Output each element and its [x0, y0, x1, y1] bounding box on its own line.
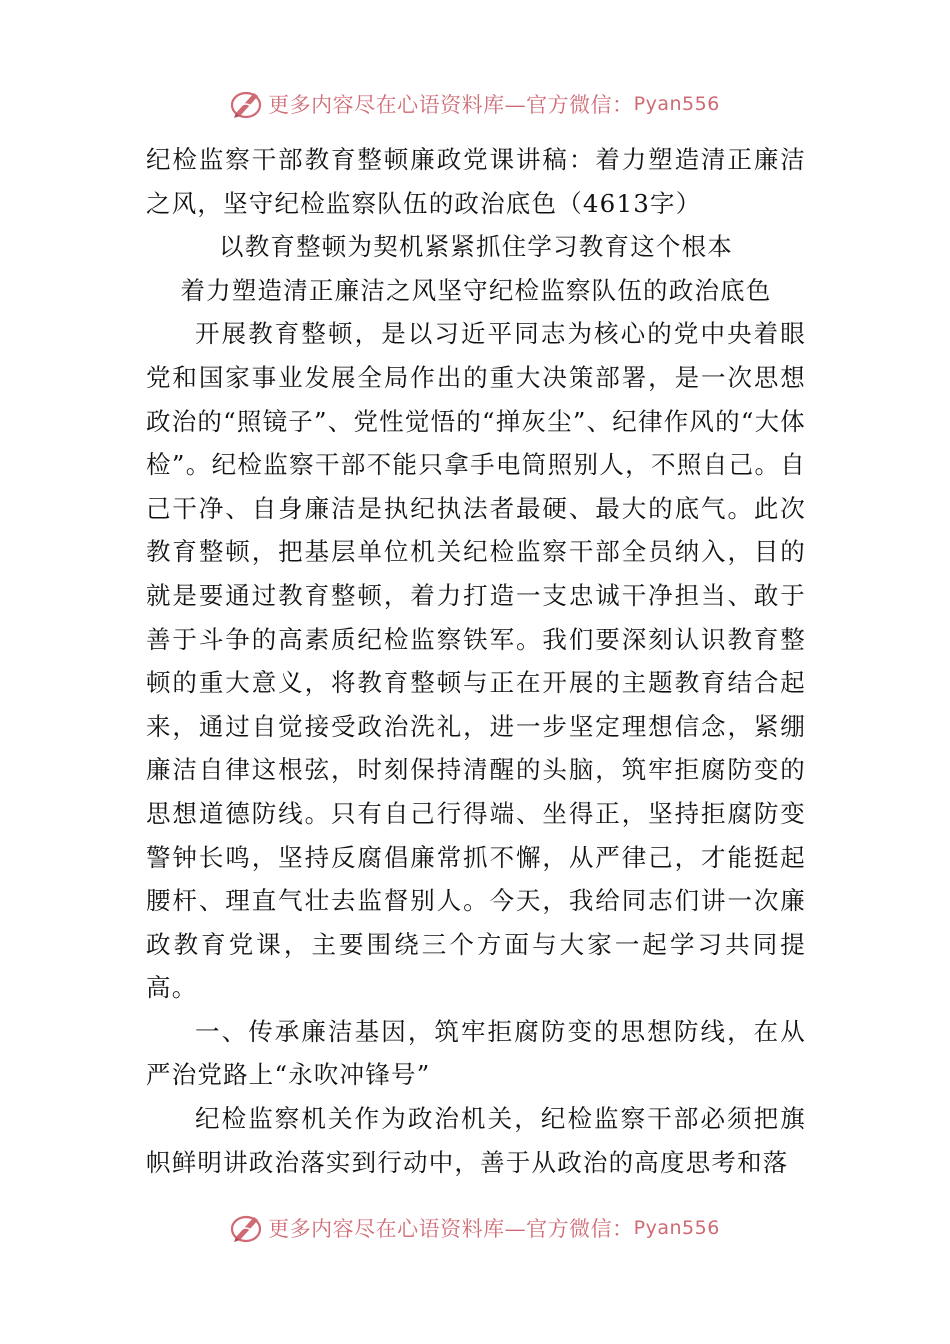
watermark-wechat-id: Pyan556	[633, 93, 720, 115]
paragraph-intro: 开展教育整顿，是以习近平同志为核心的党中央着眼党和国家事业发展全局作出的重大决策部署，是一次思想政治的“照镜子”、党性觉悟的“掸灰尘”、纪律作风的“大体检”。纪检监察干部不能只拿手电筒照别人，不照自己。自己干净、自身廉洁是执纪执法者最硬、最大的底气。此次教育整顿，把基层单位机关纪检监察干部全员纳入，目的就是要通过教育整顿，着力打造一支忠诚干净担当、敢于善于斗争的高素质纪检监察铁军。我们要深刻认识教育整顿的重大意义，将教育整顿与正在开展的主题教育结合起来，通过自觉接受政治洗礼，进一步坚定理想信念，紧绷廉洁自律这根弦，时刻保持清醒的头脑，筑牢拒腐防变的思想道德防线。只有自己行得端、坐得正，坚持拒腐防变警钟长鸣，坚持反腐倡廉常抓不懈，从严律己，才能挺起腰杆、理直气壮去监督别人。今天，我给同志们讲一次廉政教育党课，主要围绕三个方面与大家一起学习共同提高。	[146, 319, 806, 1003]
document-subtitle-1: 以教育整顿为契机紧紧抓住学习教育这个根本	[219, 232, 733, 262]
watermark-text: 更多内容尽在心语资料库—官方微信：	[268, 93, 634, 117]
pen-logo-icon	[230, 1211, 264, 1245]
header-watermark	[0, 84, 950, 124]
watermark-wechat-id: Pyan556	[633, 1217, 720, 1239]
paragraph-section-1: 纪检监察机关作为政治机关，纪检监察干部必须把旗帜鲜明讲政治落实到行动中，善于从政治的高度思考和落	[146, 1104, 806, 1177]
pen-logo-icon	[230, 87, 264, 121]
section-heading-1: 一、传承廉洁基因，筑牢拒腐防变的思想防线，在从严治党路上“永吹冲锋号”	[146, 1016, 806, 1090]
document-subtitle-2: 着力塑造清正廉洁之风坚守纪检监察队伍的政治底色	[180, 275, 772, 305]
footer-watermark	[0, 1208, 950, 1248]
document-title: 纪检监察干部教育整顿廉政党课讲稿：着力塑造清正廉洁之风，坚守纪检监察队伍的政治底色（4613字）	[146, 145, 806, 218]
watermark-text: 更多内容尽在心语资料库—官方微信：	[268, 1217, 634, 1241]
document-body	[146, 138, 806, 1184]
